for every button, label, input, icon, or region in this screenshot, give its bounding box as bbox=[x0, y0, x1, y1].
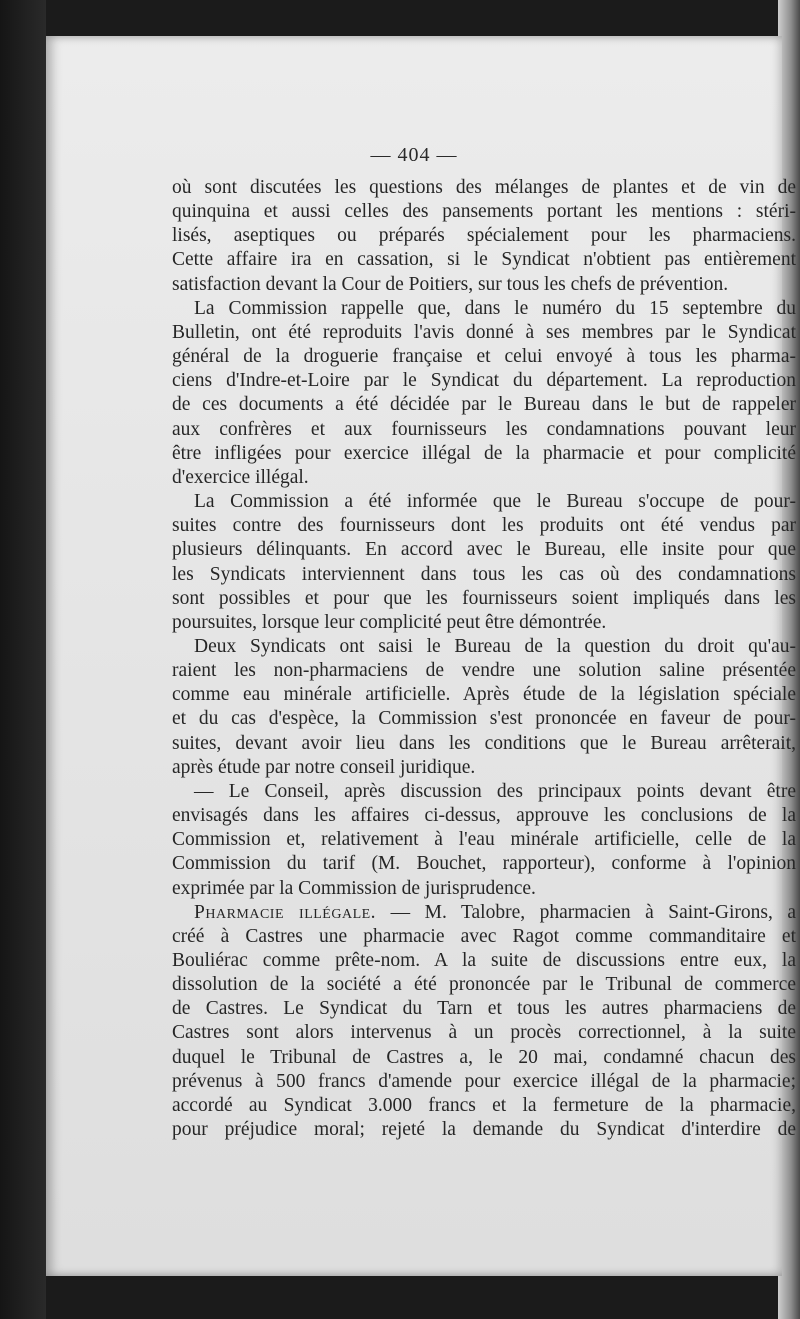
text-line: de ces documents a été décidée par le Bureau dans le but de rappeler bbox=[172, 394, 796, 416]
text-line: raient les non-pharmaciens de vendre une solution saline présentée bbox=[172, 660, 796, 682]
text-line: La Commission a été informée que le Bureau s'occupe de pour- bbox=[194, 491, 796, 513]
section-heading: Pharmacie illégale. bbox=[194, 901, 377, 923]
text-line: Commission du tarif (M. Bouchet, rapporteur), conforme à l'opinion bbox=[172, 853, 796, 875]
paragraph-p2 bbox=[172, 297, 796, 490]
text-line: suites, devant avoir lieu dans les conditions que le Bureau arrêterait, bbox=[172, 732, 796, 754]
text-line: Deux Syndicats ont saisi le Bureau de la question du droit qu'au- bbox=[194, 635, 796, 657]
paragraph-p4 bbox=[172, 635, 796, 780]
text-line: accordé au Syndicat 3.000 francs et la fermeture de la pharmacie, bbox=[172, 1094, 796, 1116]
text-line: après étude par notre conseil juridique. bbox=[172, 756, 476, 778]
text-line: aux confrères et aux fournisseurs les condamnations pouvant leur bbox=[172, 418, 796, 440]
text-line: envisagés dans les affaires ci-dessus, approuve les conclusions de la bbox=[172, 805, 796, 827]
text-line: sont possibles et pour que les fournisseurs soient impliqués dans les bbox=[172, 587, 796, 609]
text-line: être infligées pour exercice illégal de la pharmacie et pour complicité bbox=[172, 442, 796, 464]
text-line: exprimée par la Commission de jurisprudence. bbox=[172, 877, 536, 899]
text-line: satisfaction devant la Cour de Poitiers, sur tous les chefs de prévention. bbox=[172, 273, 729, 295]
paragraph-p3 bbox=[172, 490, 796, 635]
text-line: où sont discutées les questions des mélanges de plantes et de vin de bbox=[172, 177, 796, 198]
page-number: — 404 — bbox=[370, 144, 458, 166]
text-line: Castres sont alors intervenus à un procès correctionnel, à la suite bbox=[172, 1022, 796, 1044]
text-line: — Le Conseil, après discussion des principaux points devant être bbox=[194, 780, 796, 802]
page-body bbox=[172, 176, 796, 1142]
text-line: Bouliérac comme prête-nom. A la suite de discussions entre eux, la bbox=[172, 950, 796, 971]
text-line: d'exercice illégal. bbox=[172, 466, 309, 488]
text-line: créé à Castres une pharmacie avec Ragot comme commanditaire et bbox=[172, 925, 796, 947]
text-line: poursuites, lorsque leur complicité peut être démontrée. bbox=[172, 611, 607, 633]
text-line: Commission et, relativement à l'eau minérale artificielle, celle de la bbox=[172, 829, 796, 851]
text-line: La Commission rappelle que, dans le numéro du 15 septembre du bbox=[194, 297, 796, 319]
text-line: lisés, aseptiques ou préparés spécialement pour les pharmaciens. bbox=[172, 225, 796, 247]
book-gutter bbox=[0, 0, 46, 1319]
text-line: suites contre des fournisseurs dont les produits ont été vendus par bbox=[172, 515, 796, 537]
paragraph-p5 bbox=[172, 780, 796, 901]
text-line: pour préjudice moral; rejeté la demande du Syndicat d'interdire de bbox=[172, 1119, 796, 1141]
text-line: Pharmacie illégale. — M. Talobre, pharmacien à Saint-Girons, a bbox=[194, 901, 797, 923]
text-line: prévenus à 500 francs d'amende pour exercice illégal de la pharmacie; bbox=[172, 1070, 796, 1092]
text-line: général de la droguerie française et celui envoyé à tous les pharma- bbox=[172, 346, 796, 368]
text-line: comme eau minérale artificielle. Après étude de la législation spéciale bbox=[172, 684, 796, 706]
text-line: Bulletin, ont été reproduits l'avis donné à ses membres par le Syndicat bbox=[172, 321, 796, 343]
book-page bbox=[46, 36, 797, 1276]
paragraph-p6 bbox=[172, 901, 796, 1143]
text-line: dissolution de la société a été prononcée par le Tribunal de commerce bbox=[172, 974, 796, 996]
text-line: ciens d'Indre-et-Loire par le Syndicat du département. La reproduction bbox=[172, 370, 796, 392]
text-line: et du cas d'espèce, la Commission s'est prononcée en faveur de pour- bbox=[172, 708, 796, 730]
text-line: Cette affaire ira en cassation, si le Syndicat n'obtient pas entièrement bbox=[172, 249, 796, 271]
paragraph-p1 bbox=[172, 176, 796, 297]
text-line: plusieurs délinquants. En accord avec le Bureau, elle insite pour que bbox=[172, 539, 796, 561]
text-line: les Syndicats interviennent dans tous les cas où des condamnations bbox=[172, 563, 796, 585]
text-line: duquel le Tribunal de Castres a, le 20 mai, condamné chacun des bbox=[172, 1046, 796, 1068]
text-line: de Castres. Le Syndicat du Tarn et tous les autres pharmaciens de bbox=[172, 998, 796, 1020]
text-line: quinquina et aussi celles des pansements portant les mentions : stéri- bbox=[172, 201, 796, 223]
